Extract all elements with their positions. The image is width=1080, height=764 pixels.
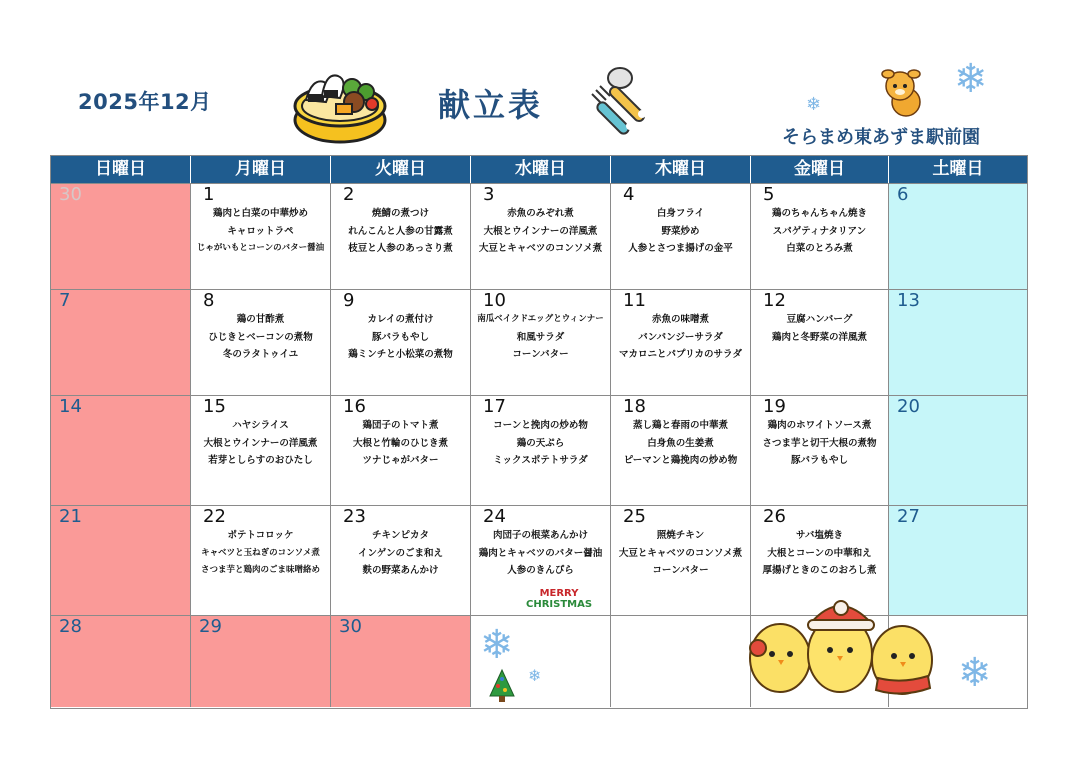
day-number: 2	[343, 184, 355, 205]
menu-list	[331, 417, 470, 470]
menu-item: 豆腐ハンバーグ	[786, 314, 853, 325]
menu-item: 枝豆と人参のあっさり煮	[348, 243, 453, 254]
menu-item: 鶏のちゃんちゃん焼き	[771, 208, 867, 219]
day-cell	[751, 290, 889, 395]
menu-item: さつま芋と切干大根の煮物	[762, 437, 877, 449]
day-number: 3	[483, 184, 495, 205]
menu-item: ハヤシライス	[232, 420, 289, 431]
day-cell	[191, 184, 331, 289]
day-cell	[751, 396, 889, 505]
day-cell	[331, 184, 471, 289]
week-row	[51, 289, 1027, 395]
day-number: 6	[897, 184, 909, 205]
page-title: 献立表	[438, 86, 544, 124]
day-cell	[51, 184, 191, 289]
menu-item: 大根とウインナーの洋風煮	[483, 225, 598, 237]
menu-item: 蒸し鶏と春雨の中華煮	[632, 420, 728, 431]
menu-item: コーンバター	[512, 349, 569, 360]
day-number: 1	[203, 184, 215, 205]
day-number: 27	[897, 506, 920, 527]
snowflake-icon: ❄	[954, 56, 988, 102]
menu-item: 若芽としらすのおひたし	[208, 455, 313, 466]
menu-item: れんこんと人参の甘露煮	[348, 225, 453, 237]
menu-item: 和風サラダ	[516, 331, 565, 343]
menu-item: ツナじゃがバター	[362, 455, 439, 466]
day-number: 16	[343, 396, 366, 417]
day-cell	[471, 396, 611, 505]
day-number: 30	[339, 616, 362, 637]
school-name: そらまめ東あずま駅前園	[782, 127, 980, 148]
menu-item: 肉団子の根菜あんかけ	[492, 530, 588, 541]
day-cell	[611, 396, 751, 505]
christmas-tree-icon	[488, 668, 516, 704]
merry-text: MERRY	[539, 588, 579, 599]
menu-item: ピーマンと鶏挽肉の炒め物	[623, 455, 738, 466]
menu-item: 鶏肉のホワイトソース煮	[767, 420, 872, 431]
spoon-fork-icon	[586, 64, 678, 140]
snowflake-icon: ❄	[480, 622, 514, 668]
menu-list	[611, 417, 750, 470]
weekday-friday: 金曜日	[751, 156, 889, 183]
deer-mascot-icon	[876, 62, 936, 122]
day-cell	[889, 290, 1027, 395]
day-number: 5	[763, 184, 775, 205]
day-number: 23	[343, 506, 366, 527]
day-number: 25	[623, 506, 646, 527]
day-number: 10	[483, 290, 506, 311]
month-label: 2025年12月	[78, 90, 212, 114]
menu-list	[611, 311, 750, 364]
week-row	[51, 183, 1027, 289]
weekday-sunday: 日曜日	[51, 156, 191, 183]
menu-item: バンバンジーサラダ	[638, 331, 723, 343]
menu-list	[191, 417, 330, 470]
menu-item: ミックスポテトサラダ	[493, 455, 588, 466]
day-cell	[611, 506, 751, 615]
bento-box-icon	[292, 66, 388, 148]
menu-list	[331, 311, 470, 364]
menu-item: サバ塩焼き	[796, 530, 843, 541]
day-number: 7	[59, 290, 71, 311]
menu-list	[331, 527, 470, 580]
menu-list	[471, 205, 610, 258]
menu-item: 大豆とキャベツのコンソメ煮	[478, 243, 603, 254]
menu-item: 豚バラもやし	[371, 331, 429, 343]
menu-item: 人参のきんぴら	[507, 565, 574, 576]
weekday-tuesday: 火曜日	[331, 156, 471, 183]
day-cell	[611, 290, 751, 395]
day-cell	[331, 506, 471, 615]
weekday-saturday: 土曜日	[932, 159, 984, 179]
day-cell	[471, 290, 611, 395]
menu-item: スパゲティナタリアン	[772, 225, 867, 237]
chicks-illustration-icon	[742, 598, 938, 702]
menu-item: 大根と竹輪のひじき煮	[352, 437, 448, 449]
day-number: 8	[203, 290, 215, 311]
menu-list	[331, 205, 470, 258]
menu-item: 豚バラもやし	[790, 455, 848, 466]
day-number: 9	[343, 290, 355, 311]
snowflake-icon: ❄	[806, 94, 822, 115]
merry-christmas-label	[526, 588, 592, 610]
menu-item: じゃがいもとコーンのバター醤油	[196, 243, 325, 253]
day-number: 11	[623, 290, 646, 311]
day-number: 22	[203, 506, 226, 527]
day-number: 18	[623, 396, 646, 417]
weekday-header	[51, 156, 1027, 183]
day-cell	[331, 396, 471, 505]
day-cell	[191, 290, 331, 395]
day-number: 14	[59, 396, 82, 417]
menu-item: さつま芋と鶏肉のごま味噌絡め	[200, 565, 320, 575]
menu-list	[191, 205, 330, 258]
day-cell	[51, 506, 191, 615]
menu-item: 鶏の天ぷら	[516, 437, 565, 449]
menu-item: 鶏の甘酢煮	[236, 314, 285, 325]
menu-item: 白身魚の生姜煮	[647, 437, 714, 449]
day-number: 4	[623, 184, 635, 205]
day-cell	[51, 290, 191, 395]
day-number: 21	[59, 506, 82, 527]
menu-item: チキンピカタ	[372, 530, 429, 541]
menu-list	[191, 527, 330, 580]
menu-list	[191, 311, 330, 364]
menu-item: 鶏団子のトマト煮	[362, 420, 439, 431]
menu-item: 鶏肉とキャベツのバター醤油	[478, 547, 603, 559]
menu-item: 照焼チキン	[656, 530, 705, 541]
menu-item: 厚揚げときのこのおろし煮	[762, 565, 877, 576]
day-number: 13	[897, 290, 920, 311]
day-number: 12	[763, 290, 786, 311]
week-row	[51, 395, 1027, 505]
menu-item: 冬のラタトゥイユ	[222, 349, 299, 360]
day-number: 28	[59, 616, 82, 637]
menu-item: 麩の野菜あんかけ	[362, 565, 439, 576]
menu-list	[611, 205, 750, 258]
day-number: 17	[483, 396, 506, 417]
day-cell	[191, 506, 331, 615]
menu-list	[751, 527, 888, 580]
menu-list	[611, 527, 750, 580]
menu-item: 大根とコーンの中華和え	[767, 547, 872, 559]
menu-list	[471, 417, 610, 470]
menu-list	[471, 527, 610, 580]
christmas-text: CHRISTMAS	[526, 599, 593, 610]
day-number: 26	[763, 506, 786, 527]
menu-item: 大豆とキャベツのコンソメ煮	[618, 547, 743, 559]
menu-item: 焼鯖の煮つけ	[371, 208, 429, 219]
menu-item: 野菜炒め	[661, 225, 700, 237]
snowflake-icon: ❄	[528, 666, 542, 685]
menu-item: コーンバター	[652, 565, 709, 576]
day-cell	[889, 396, 1027, 505]
menu-item: 南瓜ベイクドエッグとウィンナー	[477, 314, 604, 324]
menu-item: キャロットラペ	[227, 225, 294, 237]
day-number: 20	[897, 396, 920, 417]
menu-item: 鶏ミンチと小松菜の煮物	[348, 349, 453, 360]
day-number: 29	[199, 616, 222, 637]
menu-item: 鶏肉と白菜の中華炒め	[212, 208, 308, 219]
menu-item: マカロニとパプリカのサラダ	[619, 349, 742, 360]
menu-item: 赤魚の味噌煮	[651, 314, 709, 325]
day-cell	[191, 616, 331, 707]
day-number: 19	[763, 396, 786, 417]
day-cell	[611, 184, 751, 289]
day-cell	[471, 184, 611, 289]
day-number: 30	[59, 184, 82, 205]
day-cell	[51, 396, 191, 505]
menu-item: カレイの煮付け	[367, 314, 434, 325]
menu-item: 大根とウインナーの洋風煮	[203, 437, 318, 449]
menu-list	[471, 311, 610, 364]
day-cell	[331, 616, 471, 707]
snowflake-icon: ❄	[958, 650, 992, 696]
menu-item: コーンと挽肉の炒め物	[493, 420, 588, 431]
menu-list	[751, 311, 888, 346]
menu-item: キャベツと玉ねぎのコンソメ煮	[201, 547, 320, 558]
menu-item: 鶏肉と冬野菜の洋風煮	[771, 331, 867, 343]
day-cell	[331, 290, 471, 395]
menu-item: ひじきとベーコンの煮物	[208, 331, 313, 343]
menu-item: 白身フライ	[656, 208, 705, 219]
day-number: 24	[483, 506, 506, 527]
menu-item: インゲンのごま和え	[357, 547, 444, 559]
day-cell	[51, 616, 191, 707]
menu-list	[751, 417, 888, 470]
weekday-monday: 月曜日	[191, 156, 331, 183]
day-cell	[611, 616, 751, 707]
menu-item: 人参とさつま揚げの金平	[628, 243, 733, 254]
menu-list	[751, 205, 888, 258]
menu-item: 赤魚のみぞれ煮	[507, 208, 574, 219]
weekday-wednesday: 水曜日	[471, 156, 611, 183]
menu-item: 白菜のとろみ煮	[786, 243, 853, 254]
day-number: 15	[203, 396, 226, 417]
day-cell	[191, 396, 331, 505]
day-cell	[751, 184, 889, 289]
menu-item: ポテトコロッケ	[227, 530, 294, 541]
weekday-thursday: 木曜日	[611, 156, 751, 183]
day-cell	[889, 184, 1027, 289]
